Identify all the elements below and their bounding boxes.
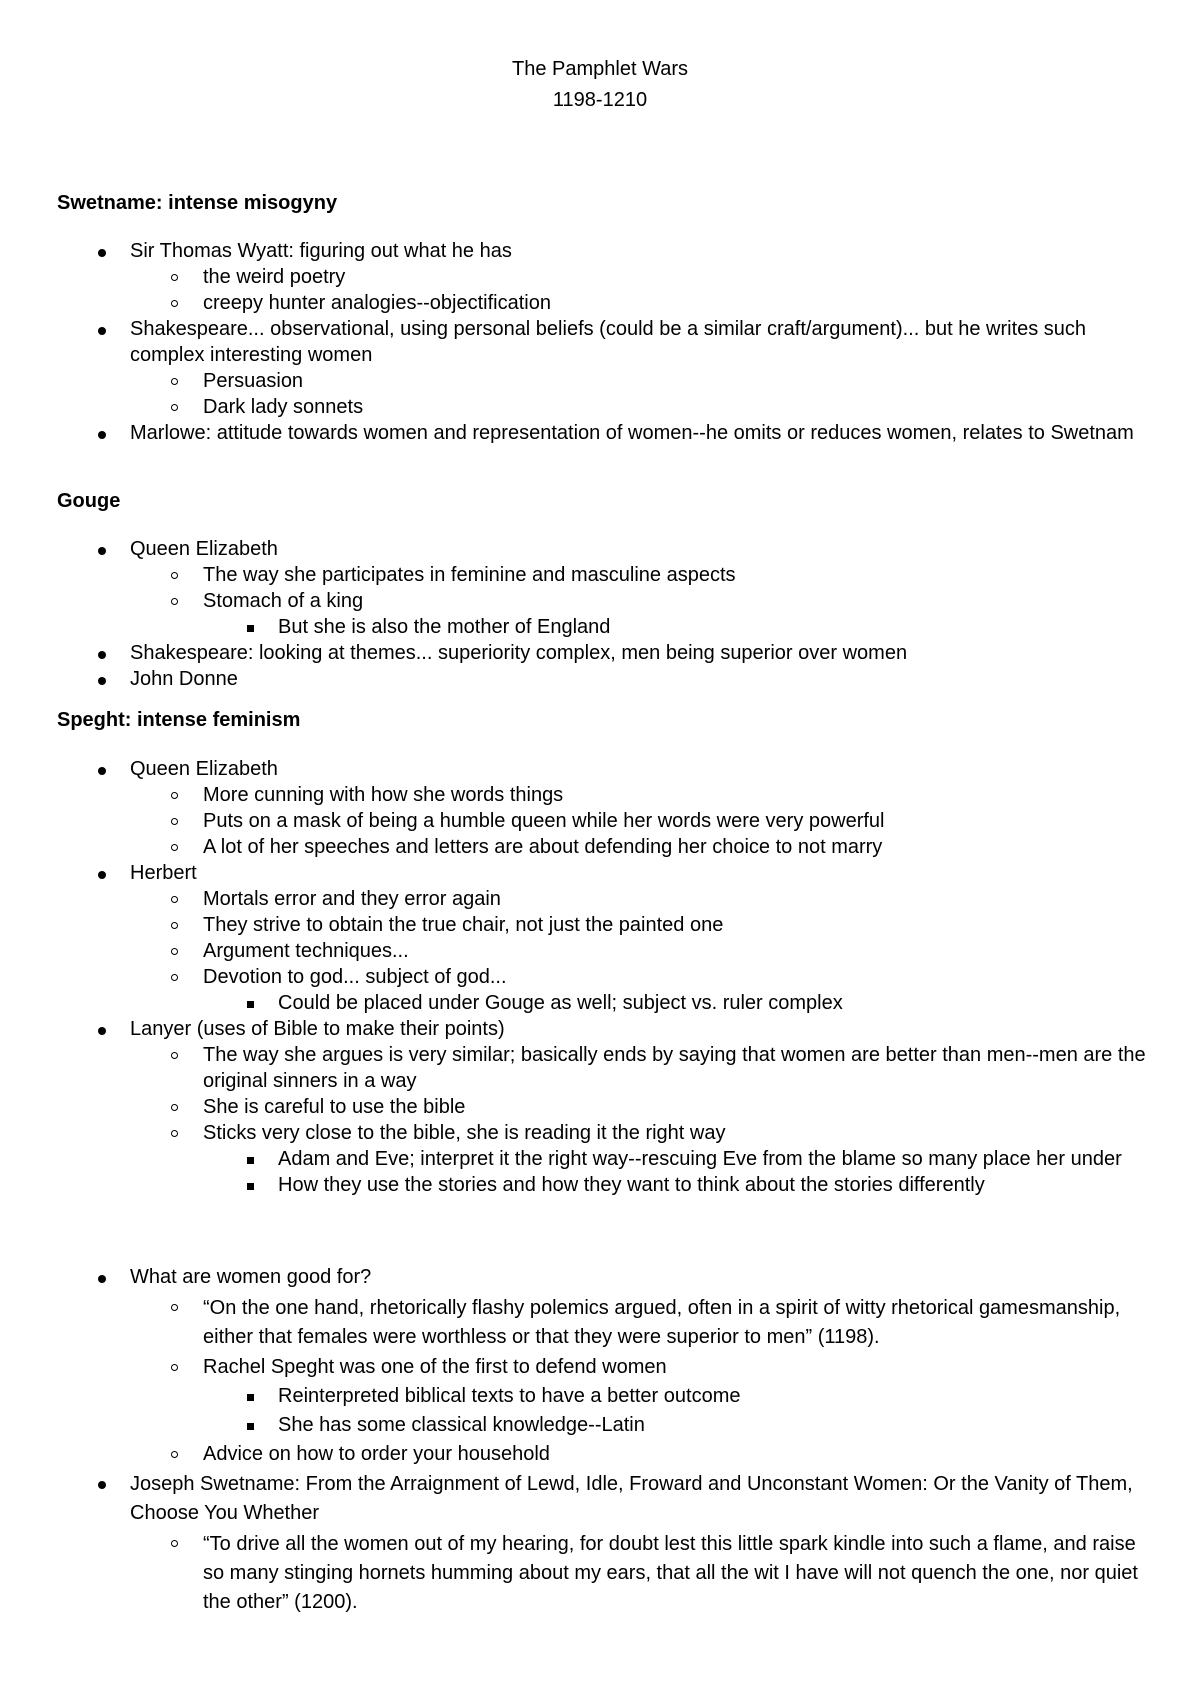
general-list xyxy=(0,1264,1200,1617)
list-item: Shakespeare: looking at themes... superiority complex, men being superior over women xyxy=(130,640,1140,666)
list-item: Rachel Speght was one of the first to defend women xyxy=(203,1354,1150,1380)
list-item: More cunning with how she words things xyxy=(203,782,1150,808)
document-title-block xyxy=(0,54,1200,116)
list-item: Shakespeare... observational, using personal beliefs (could be a similar craft/argument)... but he writes such complex interesting women xyxy=(130,316,1140,368)
square-bullet-icon xyxy=(247,1394,254,1401)
list-item: Marlowe: attitude towards women and representation of women--he omits or reduces women, relates to Swetnam xyxy=(130,420,1140,446)
list-item: Sticks very close to the bible, she is reading it the right way xyxy=(203,1120,1150,1146)
list-item: Persuasion xyxy=(203,368,1150,394)
document-title: The Pamphlet Wars xyxy=(512,58,688,80)
bullet-icon xyxy=(98,1481,106,1489)
hollow-bullet-icon xyxy=(171,922,178,929)
list-item: But she is also the mother of England xyxy=(278,614,1150,640)
section-heading-swetname: Swetname: intense misogyny xyxy=(57,192,338,214)
list-item: “On the one hand, rhetorically flashy polemics argued, often in a spirit of witty rhetorical gamesmanship, either that females were worthless or that they were superior to men” (1198). xyxy=(203,1294,1150,1352)
hollow-bullet-icon xyxy=(171,948,178,955)
square-bullet-icon xyxy=(247,625,254,632)
bullet-icon xyxy=(98,651,106,659)
bullet-icon xyxy=(98,677,106,685)
hollow-bullet-icon xyxy=(171,818,178,825)
hollow-bullet-icon xyxy=(171,1104,178,1111)
list-item: Mortals error and they error again xyxy=(203,886,1150,912)
bullet-icon xyxy=(98,1027,106,1035)
hollow-bullet-icon xyxy=(171,1451,178,1458)
list-item: Herbert xyxy=(130,860,1140,886)
list-item: The way she participates in feminine and masculine aspects xyxy=(203,562,1150,588)
hollow-bullet-icon xyxy=(171,792,178,799)
document-date-range: 1198-1210 xyxy=(552,89,648,111)
list-item: Joseph Swetname: From the Arraignment of Lewd, Idle, Froward and Unconstant Women: Or the Vanity of Them, Choose You Whether xyxy=(130,1470,1140,1528)
hollow-bullet-icon xyxy=(171,300,178,307)
section-heading-speght: Speght: intense feminism xyxy=(57,709,301,731)
hollow-bullet-icon xyxy=(171,1540,178,1547)
swetname-list xyxy=(0,238,1200,446)
bullet-icon xyxy=(98,547,106,555)
list-item: Sir Thomas Wyatt: figuring out what he has xyxy=(130,238,1140,264)
list-item: How they use the stories and how they want to think about the stories differently xyxy=(278,1172,1150,1198)
square-bullet-icon xyxy=(247,1183,254,1190)
bullet-icon xyxy=(98,249,106,257)
list-item: John Donne xyxy=(130,666,1140,692)
bullet-icon xyxy=(98,767,106,775)
list-item: What are women good for? xyxy=(130,1264,1140,1290)
list-item: Stomach of a king xyxy=(203,588,1150,614)
section-heading-gouge: Gouge xyxy=(57,490,121,512)
bullet-icon xyxy=(98,327,106,335)
hollow-bullet-icon xyxy=(171,404,178,411)
list-item: the weird poetry xyxy=(203,264,1150,290)
hollow-bullet-icon xyxy=(171,1130,178,1137)
gouge-list xyxy=(0,536,1200,692)
hollow-bullet-icon xyxy=(171,974,178,981)
list-item: Argument techniques... xyxy=(203,938,1150,964)
bullet-icon xyxy=(98,431,106,439)
list-item: She has some classical knowledge--Latin xyxy=(278,1412,1150,1438)
list-item: Advice on how to order your household xyxy=(203,1441,1150,1467)
hollow-bullet-icon xyxy=(171,844,178,851)
list-item: They strive to obtain the true chair, not just the painted one xyxy=(203,912,1150,938)
list-item: Devotion to god... subject of god... xyxy=(203,964,1150,990)
square-bullet-icon xyxy=(247,1423,254,1430)
list-item: Reinterpreted biblical texts to have a better outcome xyxy=(278,1383,1150,1409)
list-item: Dark lady sonnets xyxy=(203,394,1150,420)
list-item: She is careful to use the bible xyxy=(203,1094,1150,1120)
hollow-bullet-icon xyxy=(171,378,178,385)
square-bullet-icon xyxy=(247,1157,254,1164)
hollow-bullet-icon xyxy=(171,896,178,903)
hollow-bullet-icon xyxy=(171,274,178,281)
list-item: Lanyer (uses of Bible to make their points) xyxy=(130,1016,1140,1042)
list-item: Queen Elizabeth xyxy=(130,756,1140,782)
square-bullet-icon xyxy=(247,1001,254,1008)
bullet-icon xyxy=(98,1275,106,1283)
list-item: “To drive all the women out of my hearing, for doubt lest this little spark kindle into such a flame, and raise so many stinging hornets humming about my ears, that all the wit I have will not quench the one, nor quiet the other” (1200). xyxy=(203,1530,1150,1617)
hollow-bullet-icon xyxy=(171,1052,178,1059)
bullet-icon xyxy=(98,871,106,879)
list-item: Adam and Eve; interpret it the right way--rescuing Eve from the blame so many place her under xyxy=(278,1146,1150,1172)
list-item: Puts on a mask of being a humble queen while her words were very powerful xyxy=(203,808,1150,834)
list-item: Could be placed under Gouge as well; subject vs. ruler complex xyxy=(278,990,1150,1016)
list-item: Queen Elizabeth xyxy=(130,536,1140,562)
hollow-bullet-icon xyxy=(171,572,178,579)
list-item: creepy hunter analogies--objectification xyxy=(203,290,1150,316)
hollow-bullet-icon xyxy=(171,598,178,605)
hollow-bullet-icon xyxy=(171,1364,178,1371)
list-item: A lot of her speeches and letters are about defending her choice to not marry xyxy=(203,834,1150,860)
list-item: The way she argues is very similar; basically ends by saying that women are better than men--men are the original sinners in a way xyxy=(203,1042,1150,1094)
speght-list xyxy=(0,756,1200,1198)
hollow-bullet-icon xyxy=(171,1304,178,1311)
